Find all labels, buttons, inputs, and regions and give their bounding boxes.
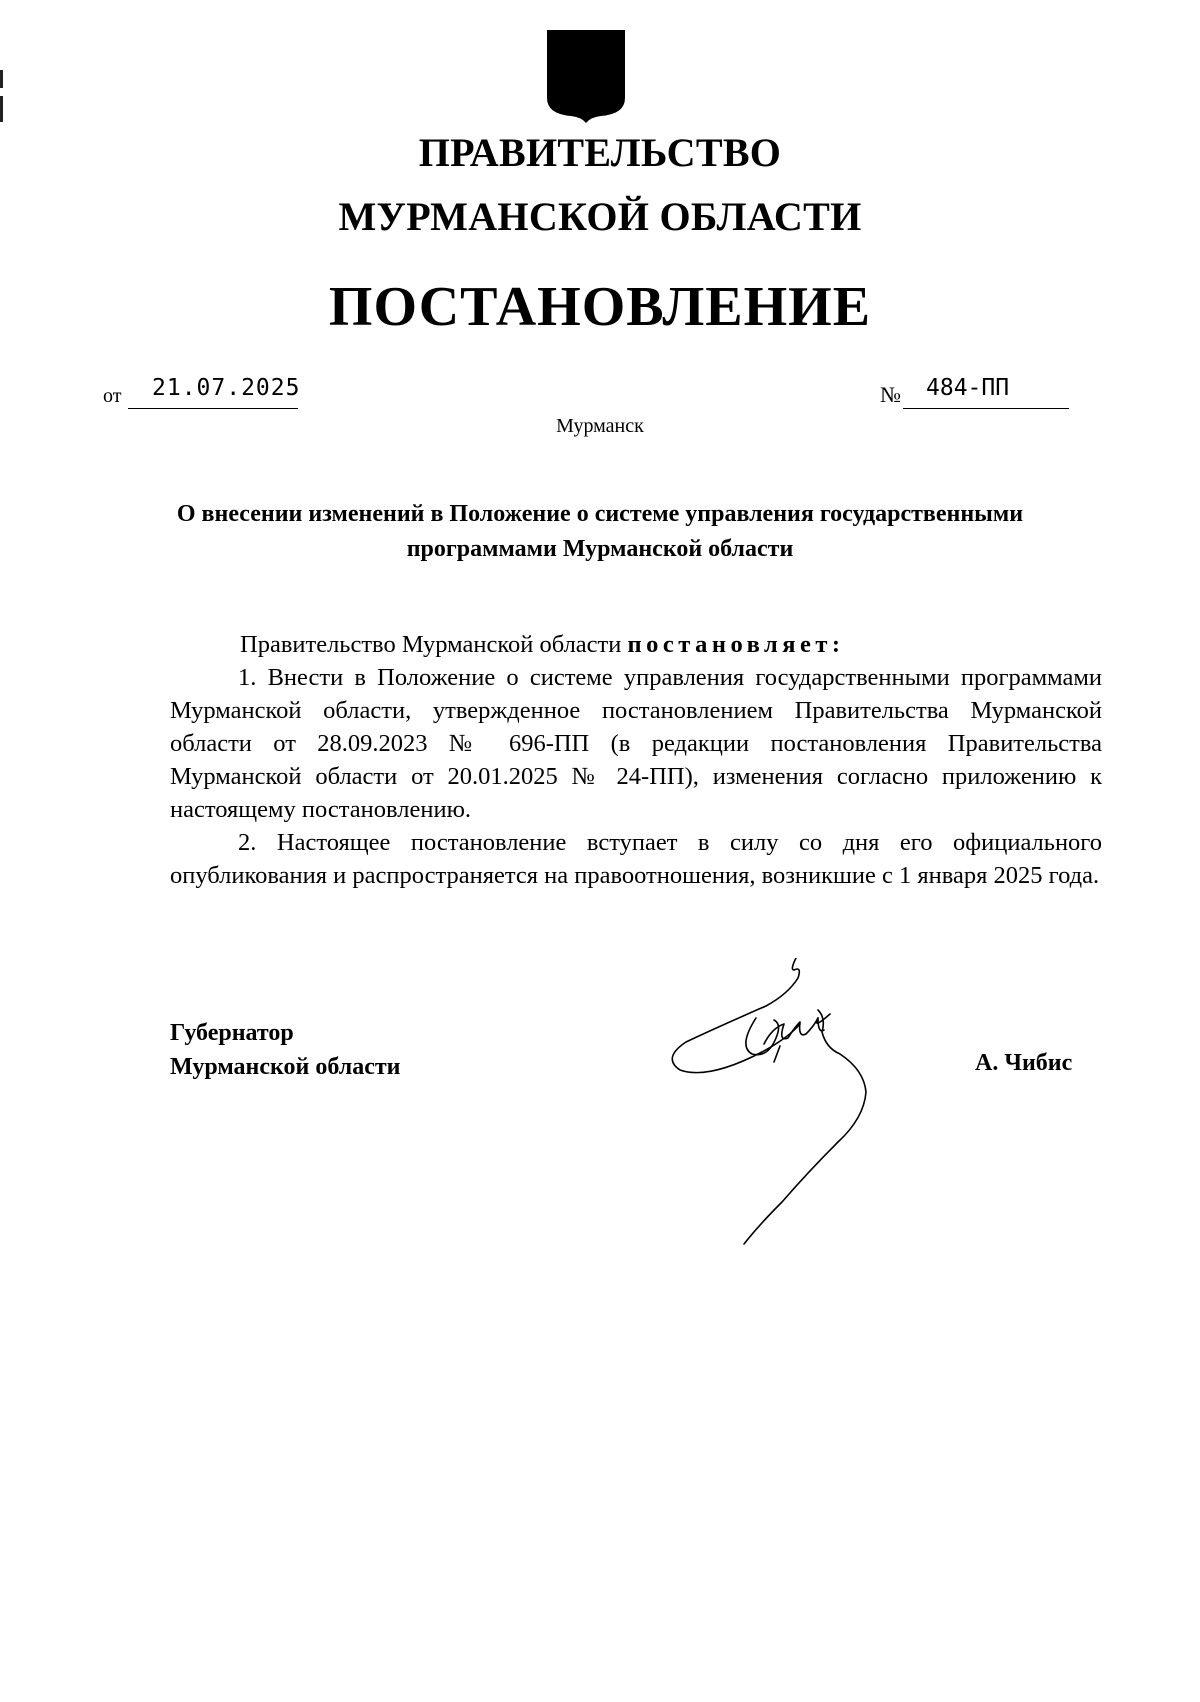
coat-of-arms-emblem-icon (545, 28, 627, 124)
preamble-paragraph (170, 628, 1102, 661)
signatory-position-line2: Мурманской области (170, 1054, 401, 1080)
date-label: от (103, 385, 122, 407)
number-label: № (880, 382, 901, 407)
organization-name-line1: ПРАВИТЕЛЬСТВО (418, 130, 782, 175)
handwritten-signature-icon (668, 958, 938, 1248)
signatory-position (170, 1016, 400, 1084)
city-name: Мурманск (556, 415, 644, 437)
body-item-1: 1. Внести в Положение о системе управления государственными программами Мурманской области, утвержденное постановлением Правительства Мурманской области от 28.09.2023 № 696-ПП (в редакции постановления Правительства Мурманской области от 20.01.2025 № 24-ПП), изменения согласно приложению к настоящему постановлению. (170, 664, 1102, 823)
organization-name-line2: МУРМАНСКОЙ ОБЛАСТИ (338, 194, 862, 239)
preamble-colon: : (831, 631, 841, 658)
preamble-keyword: постановляет (627, 631, 832, 658)
scan-edge-mark (0, 96, 3, 122)
document-type: ПОСТАНОВЛЕНИЕ (328, 276, 872, 338)
body-item-2: 2. Настоящее постановление вступает в силу со дня его официального опубликования и распространяется на правоотношения, возникшие с 1 января 2025 года. (170, 829, 1102, 889)
preamble-lead: Правительство Мурманской области (240, 631, 628, 658)
document-body (170, 628, 1102, 892)
document-number: 484-ПП (926, 375, 1010, 401)
document-date: 21.07.2025 (152, 375, 301, 401)
scan-edge-mark (0, 70, 3, 88)
signatory-name: А. Чибис (975, 1050, 1073, 1076)
document-title: О внесении изменений в Положение о системе управления государственными программами Мурманской области (176, 501, 1024, 562)
signatory-position-line1: Губернатор (170, 1020, 294, 1046)
